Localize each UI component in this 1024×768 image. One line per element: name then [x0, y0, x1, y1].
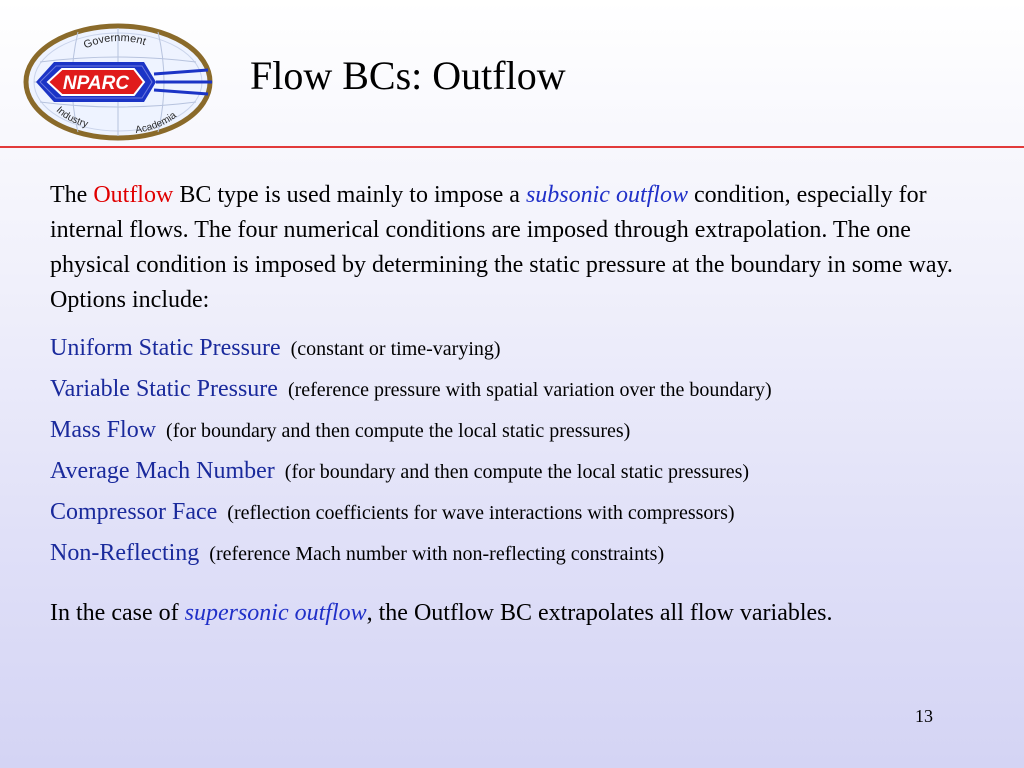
closing-text-1: In the case of	[50, 600, 185, 626]
option-non-reflecting	[50, 538, 1010, 579]
logo-arc-bottom-left: Industry	[53, 104, 90, 131]
logo-wordmark: NPARC	[62, 73, 130, 94]
option-description: (constant or time-varying)	[290, 338, 501, 360]
option-name: Variable Static Pressure	[50, 376, 278, 402]
slide-title: Flow BCs: Outflow	[250, 53, 566, 98]
nparc-logo	[18, 22, 218, 142]
option-description: (reference Mach number with non-reflecting constraints)	[209, 543, 665, 565]
options-list	[50, 333, 1010, 579]
option-compressor-face	[50, 497, 1010, 538]
option-description: (reflection coefficients for wave interactions with compressors)	[227, 502, 735, 524]
option-description: (for boundary and then compute the local static pressures)	[166, 420, 631, 442]
supersonic-outflow-term: supersonic outflow	[184, 600, 367, 626]
option-variable-static-pressure	[50, 374, 1010, 415]
intro-text-3: condition, especially for internal flows. The four numerical conditions are imposed through extrapolation. The one physical condition is imposed by determining the static pressure at the boundary in some way. Options include:	[50, 182, 953, 313]
outflow-term: Outflow	[93, 182, 174, 208]
option-mass-flow	[50, 415, 1010, 456]
intro-paragraph	[50, 178, 990, 318]
title-divider	[0, 146, 1024, 148]
page-number: 13	[915, 706, 933, 726]
option-name: Compressor Face	[50, 499, 218, 525]
intro-text-1: The	[50, 182, 94, 208]
option-average-mach-number	[50, 456, 1010, 497]
logo-arc-bottom-right: Academia	[134, 110, 179, 136]
logo-arc-top: Government	[81, 31, 148, 52]
intro-text-2: BC type is used mainly to impose a	[173, 182, 526, 208]
option-name: Non-Reflecting	[50, 540, 200, 566]
option-description: (for boundary and then compute the local static pressures)	[284, 461, 750, 483]
subsonic-outflow-term: subsonic outflow	[525, 182, 688, 208]
closing-paragraph	[50, 597, 1010, 629]
option-uniform-static-pressure	[50, 333, 1010, 374]
option-name: Average Mach Number	[50, 458, 275, 484]
option-name: Uniform Static Pressure	[50, 335, 281, 361]
option-description: (reference pressure with spatial variation over the boundary)	[287, 379, 772, 401]
closing-text-2: , the Outflow BC extrapolates all flow variables.	[366, 600, 833, 626]
option-name: Mass Flow	[50, 417, 157, 443]
